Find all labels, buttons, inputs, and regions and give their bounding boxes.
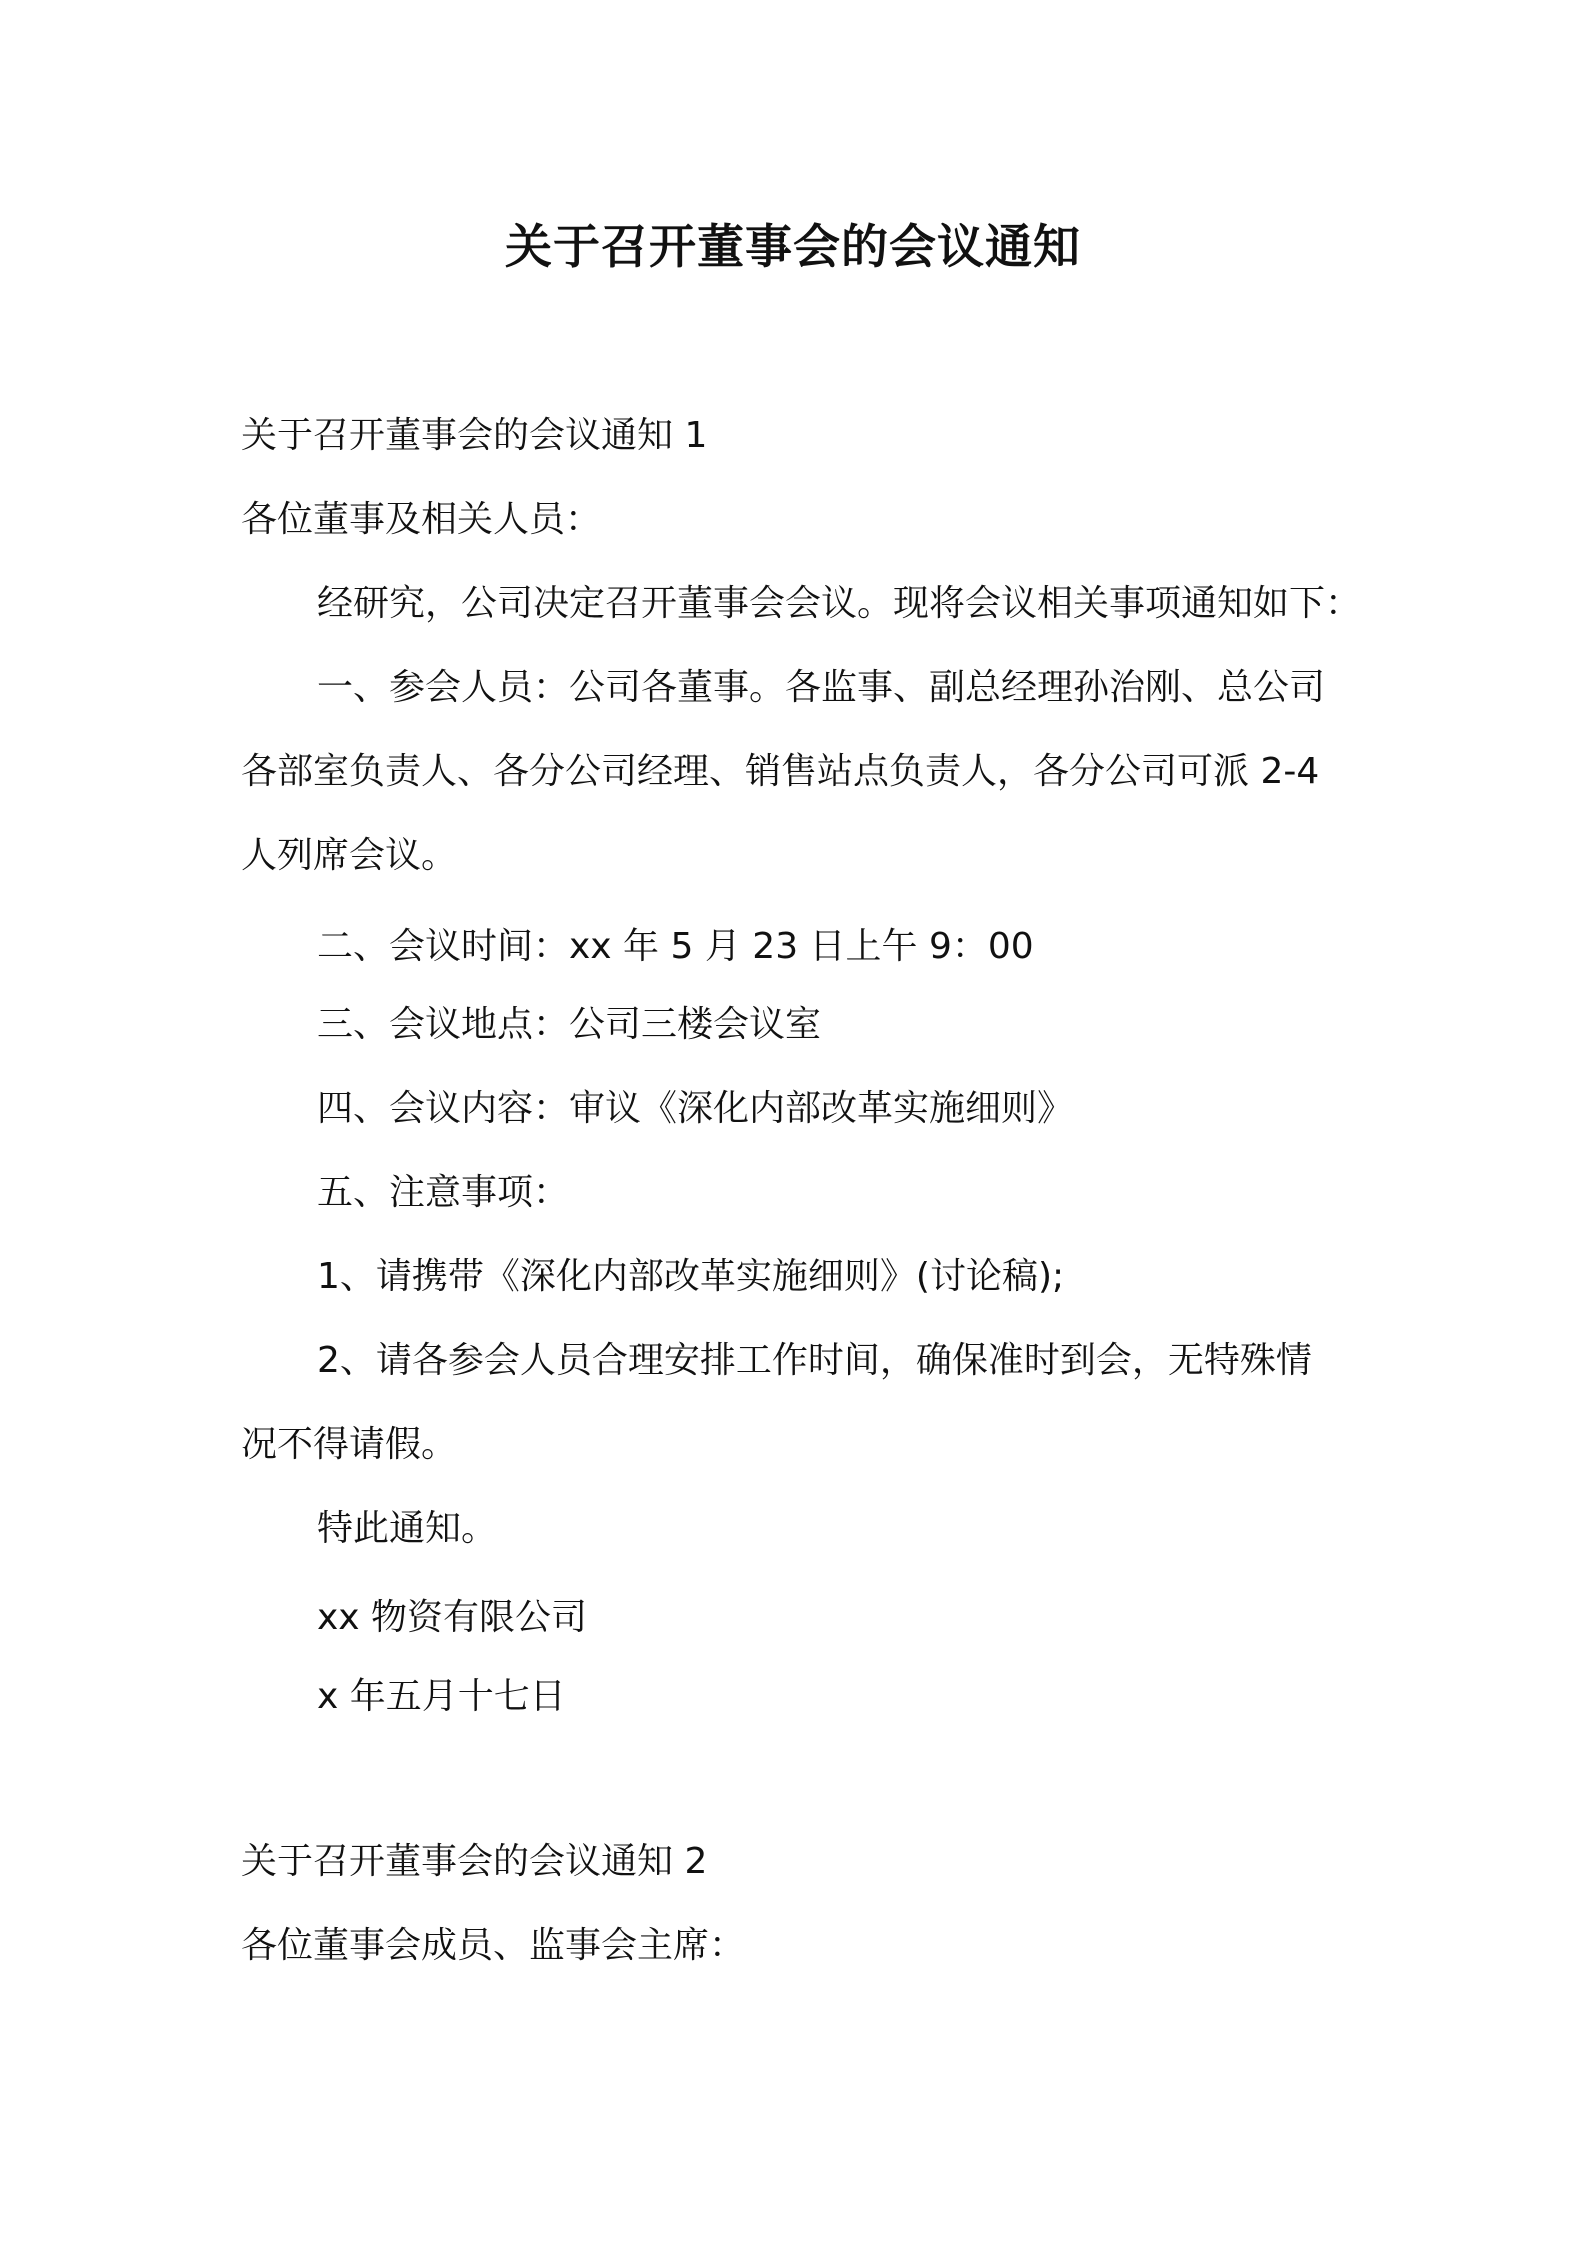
notice-2-heading: 关于召开董事会的会议通知 2 [241,1841,708,1882]
notice-2-salutation: 各位董事会成员、监事会主席： [241,1925,746,1966]
company-name: xx 物资有限公司 [317,1597,588,1638]
notice-1-heading: 关于召开董事会的会议通知 1 [241,415,708,456]
note-2-line-1: 2、请各参会人员合理安排工作时间，确保准时到会，无特殊情 [317,1340,1312,1381]
notice-1-salutation: 各位董事及相关人员： [241,499,602,540]
note-2-line-2: 况不得请假。 [241,1424,458,1465]
item-1-line-2: 各部室负责人、各分公司经理、销售站点负责人，各分公司可派 2-4 [241,751,1320,792]
item-3-location: 三、会议地点：公司三楼会议室 [317,1004,822,1045]
notice-date: x 年五月十七日 [317,1676,566,1717]
note-1: 1、请携带《深化内部改革实施细则》(讨论稿); [317,1256,1065,1297]
notice-1-intro: 经研究，公司决定召开董事会会议。现将会议相关事项通知如下： [317,583,1362,624]
item-4-content: 四、会议内容：审议《深化内部改革实施细则》 [317,1088,1074,1129]
item-2-time: 二、会议时间：xx 年 5 月 23 日上午 9：00 [317,926,1034,967]
closing-remark: 特此通知。 [317,1508,498,1549]
item-1-line-3: 人列席会议。 [241,835,458,876]
item-5-notes: 五、注意事项： [317,1172,570,1213]
item-1-line-1: 一、参会人员：公司各董事。各监事、副总经理孙治刚、总公司 [317,667,1326,708]
document-title: 关于召开董事会的会议通知 [505,220,1081,275]
